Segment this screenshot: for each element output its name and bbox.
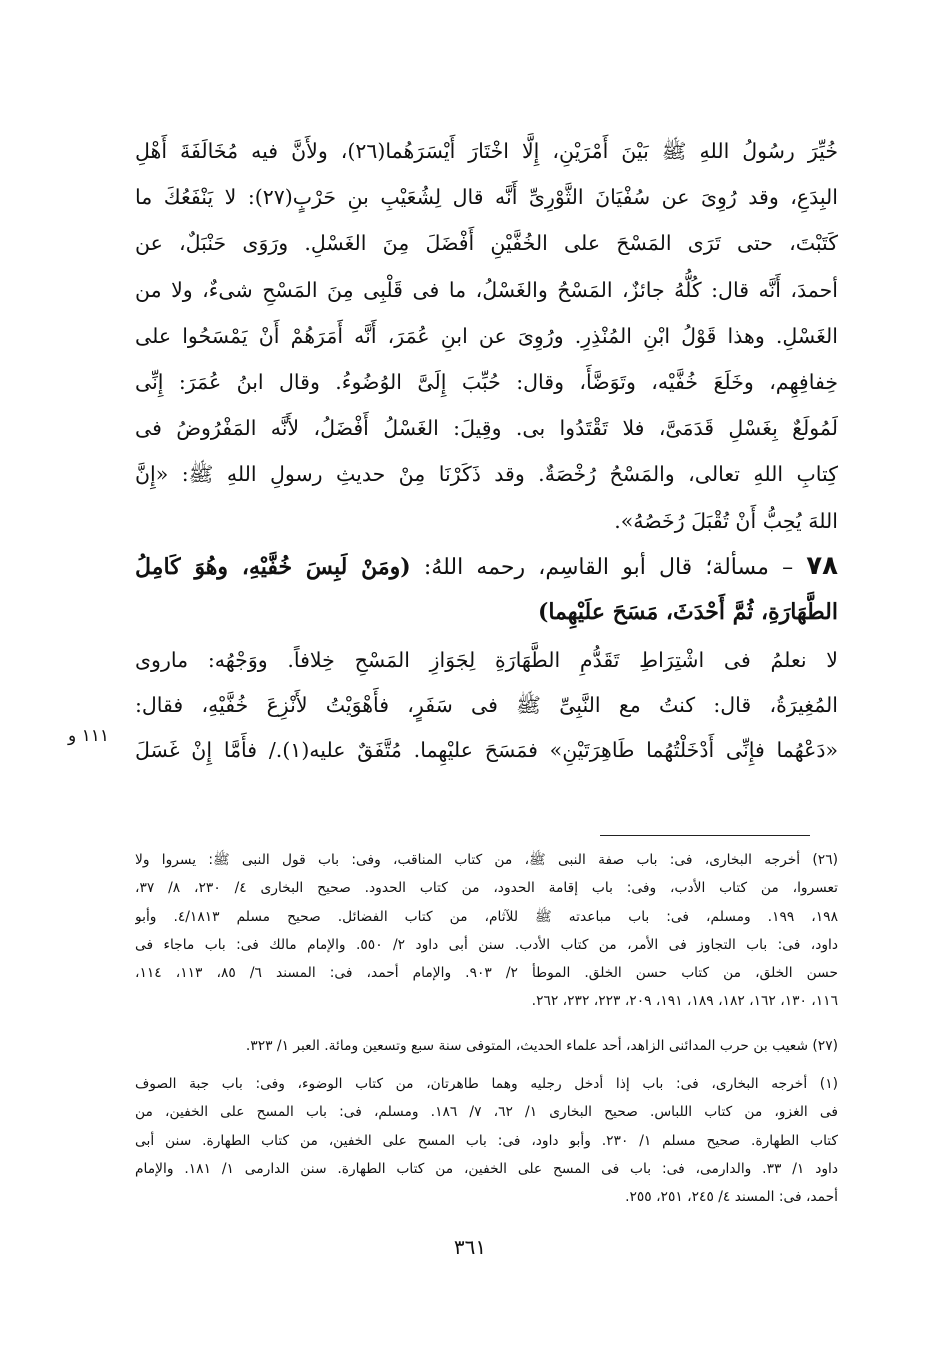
commentary-line: المُغِيرَةُ، قال: كنتُ مع النَّبِىِّ ﷺ فى سَفَرٍ، فأَهْوَيْتُ لأَنْزِعَ خُفَّيْهِ، فقال:	[135, 693, 838, 717]
commentary-line: «دَعْهُما فإِنِّى أَدْخَلْتُهُما طَاهِرَتَيْنِ» فمَسَحَ عليْهِما. مُتَّفَقٌ عليه(١)./ فأَمَّا إِنْ غَسَلَ	[135, 738, 838, 762]
footnote-separator	[600, 835, 810, 836]
footnote-27	[135, 1032, 838, 1060]
issue-heading	[135, 543, 838, 635]
footnote-line: ١١٦، ١٣٠، ١٦٢، ١٨٢، ١٨٩، ١٩١، ٢٠٩، ٢٢٣، ٢٣٢، ٢٦٢.	[531, 993, 838, 1010]
manuscript-folio-ref: ١١١ و	[68, 726, 110, 746]
main-text-line: لَمُولَعٌ بِغَسْلِ قَدَمَىَّ، فلا تَقْتَدُوا بى. وقِيلَ: الغَسْلُ أَفْضَلُ، لأَنَّه المَفْرُوضُ فى	[135, 416, 838, 441]
footnote-line: حسن الخلق، من كتاب حسن الخلق. الموطأ ٢/ ٩٠٣. والإمام أحمد، فى: المسند ٦/ ٨٥، ١١٣، ١١٤،	[135, 965, 838, 982]
main-text-line: كِتابِ اللهِ تعالى، والمَسْحُ رُخْصَةٌ. وقد ذَكَرْنَا مِنْ حديثِ رسولِ اللهِ ﷺ: «إِنَّ	[135, 462, 838, 487]
main-text-line: الغَسْلِ. وهذا قَوْلُ ابْنِ المُنْذِرِ. ورُوِىَ عن ابنِ عُمَرَ، أَنَّه أَمَرَهُمْ أَنْ يَمْسَحُوا على	[135, 323, 838, 348]
issue-line-2: الطَّهَارَةِ، ثُمَّ أَحْدَثَ، مَسَحَ علَيْهِما)	[537, 599, 838, 625]
footnote-line: (٢٧) شعيب بن حرب المدائنى الزاهد، أحد علماء الحديث، المتوفى سنة سبع وتسعين ومائة. العبر ١/ ٣٢٣.	[245, 1038, 838, 1054]
footnote-line: أحمد، فى: المسند ٤/ ٢٤٥، ٢٥١، ٢٥٥.	[625, 1189, 838, 1206]
footnote-line: ١٩٨، ١٩٩. ومسلم، فى: باب مباعدته ﷺ للآثام، من كتاب الفضائل. صحيح مسلم ٤/١٨١٣. وأبو	[135, 908, 838, 925]
main-text-line: خِفافِهِم، وخَلَعَ خُفَّيْه، وتَوَضَّأَ، وقال: حُبِّبَ إِلَىَّ الوُضُوءُ. وقال ابنُ عُمَرَ: إِنِّى	[135, 369, 838, 394]
main-text-line: اللهَ يُحِبُّ أَنْ تُقْبَلَ رُخَصُهُ».	[614, 508, 838, 533]
footnote-line: تعسروا، من كتاب الأدب، وفى: باب إقامة الحدود، من كتاب الحدود. صحيح البخارى ٤/ ٢٣٠، ٨/ ٣٧،	[135, 880, 838, 897]
commentary-line: لا نعلمُ فى اشْتِرَاطِ تَقَدُّمِ الطَّهَارَةِ لِجَوَازِ المَسْحِ خِلافاً. ووَجْهُه: ماروى	[135, 648, 838, 672]
issue-line-1	[135, 543, 838, 589]
main-text-line: كَتَبْتَ، حتى تَرَى المَسْحَ على الخُفَّيْنِ أَفْضَلَ مِنَ الغَسْلِ. ورَوَى حَنْبَلٌ، عن	[135, 231, 838, 256]
issue-prefix: – مسألة؛ قال أبو القاسِم، رحمه اللهُ:	[410, 555, 794, 580]
footnote-1	[135, 1070, 838, 1211]
main-text-line: البِدَعِ، وقد رُوِىَ عن سُفْيَانَ الثَّوْرِىِّ أَنَّه قال لِشُعَيْبِ بنِ حَرْبٍ(٢٧): لا يَنْفَعُكَ ما	[135, 185, 838, 210]
issue-statement: (ومَنْ لَبِسَ خُفَّيْهِ، وهُوَ كَامِلُ	[135, 554, 411, 580]
footnote-line: داود، فى: باب التجاوز فى الأمر، من كتاب الأدب. سنن أبى داود ٢/ ٥٥٠. والإمام مالك فى: باب ماجاء فى	[135, 936, 838, 953]
footnote-26	[135, 846, 838, 1016]
issue-number: ٧٨	[806, 551, 838, 581]
commentary-block	[135, 638, 838, 773]
page-number: ٣٦١	[453, 1235, 487, 1259]
main-text-line: خُيِّرَ رسُولُ اللهِ ﷺ بَيْنَ أَمْرَيْنِ، إِلَّا اخْتَارَ أَيْسَرَهُما(٢٦)، ولأَنَّ فيه مُخَالَفَةَ أَهْلِ	[135, 139, 838, 163]
footnote-line: فى الغزو، من كتاب اللباس. صحيح البخارى ١/ ٦٢، ٧/ ١٨٦. ومسلم، فى: باب المسح على الخفين، من	[135, 1104, 838, 1121]
footnote-line: (٢٦) أخرجه البخارى، فى: باب صفة النبى ﷺ، من كتاب المناقب، وفى: باب قول النبى ﷺ: يسروا ولا	[135, 852, 838, 868]
main-text-block	[135, 128, 838, 544]
footnote-line: داود ١/ ٣٣. والدارمى، فى: باب فى المسح على الخفين، من كتاب الطهارة. سنن الدارمى ١/ ١٨١. والإمام	[135, 1160, 838, 1177]
main-text-line: أحمدَ، أَنَّه قال: كُلُّهُ جائزٌ، المَسْحُ والغَسْلُ، ما فى قَلْبِى مِنَ المَسْحِ شىءٌ، ولا من	[135, 277, 838, 302]
footnote-line: كتاب الطهارة. صحيح مسلم ١/ ٢٣٠. وأبو داود، فى: باب المسح على الخفين، من كتاب الطهارة. سنن أبى	[135, 1132, 838, 1149]
footnote-line: (١) أخرجه البخارى، فى: باب إذا أدخل رجليه وهما طاهرتان، من كتاب الوضوء، وفى: باب جبة الصوف	[135, 1076, 838, 1092]
